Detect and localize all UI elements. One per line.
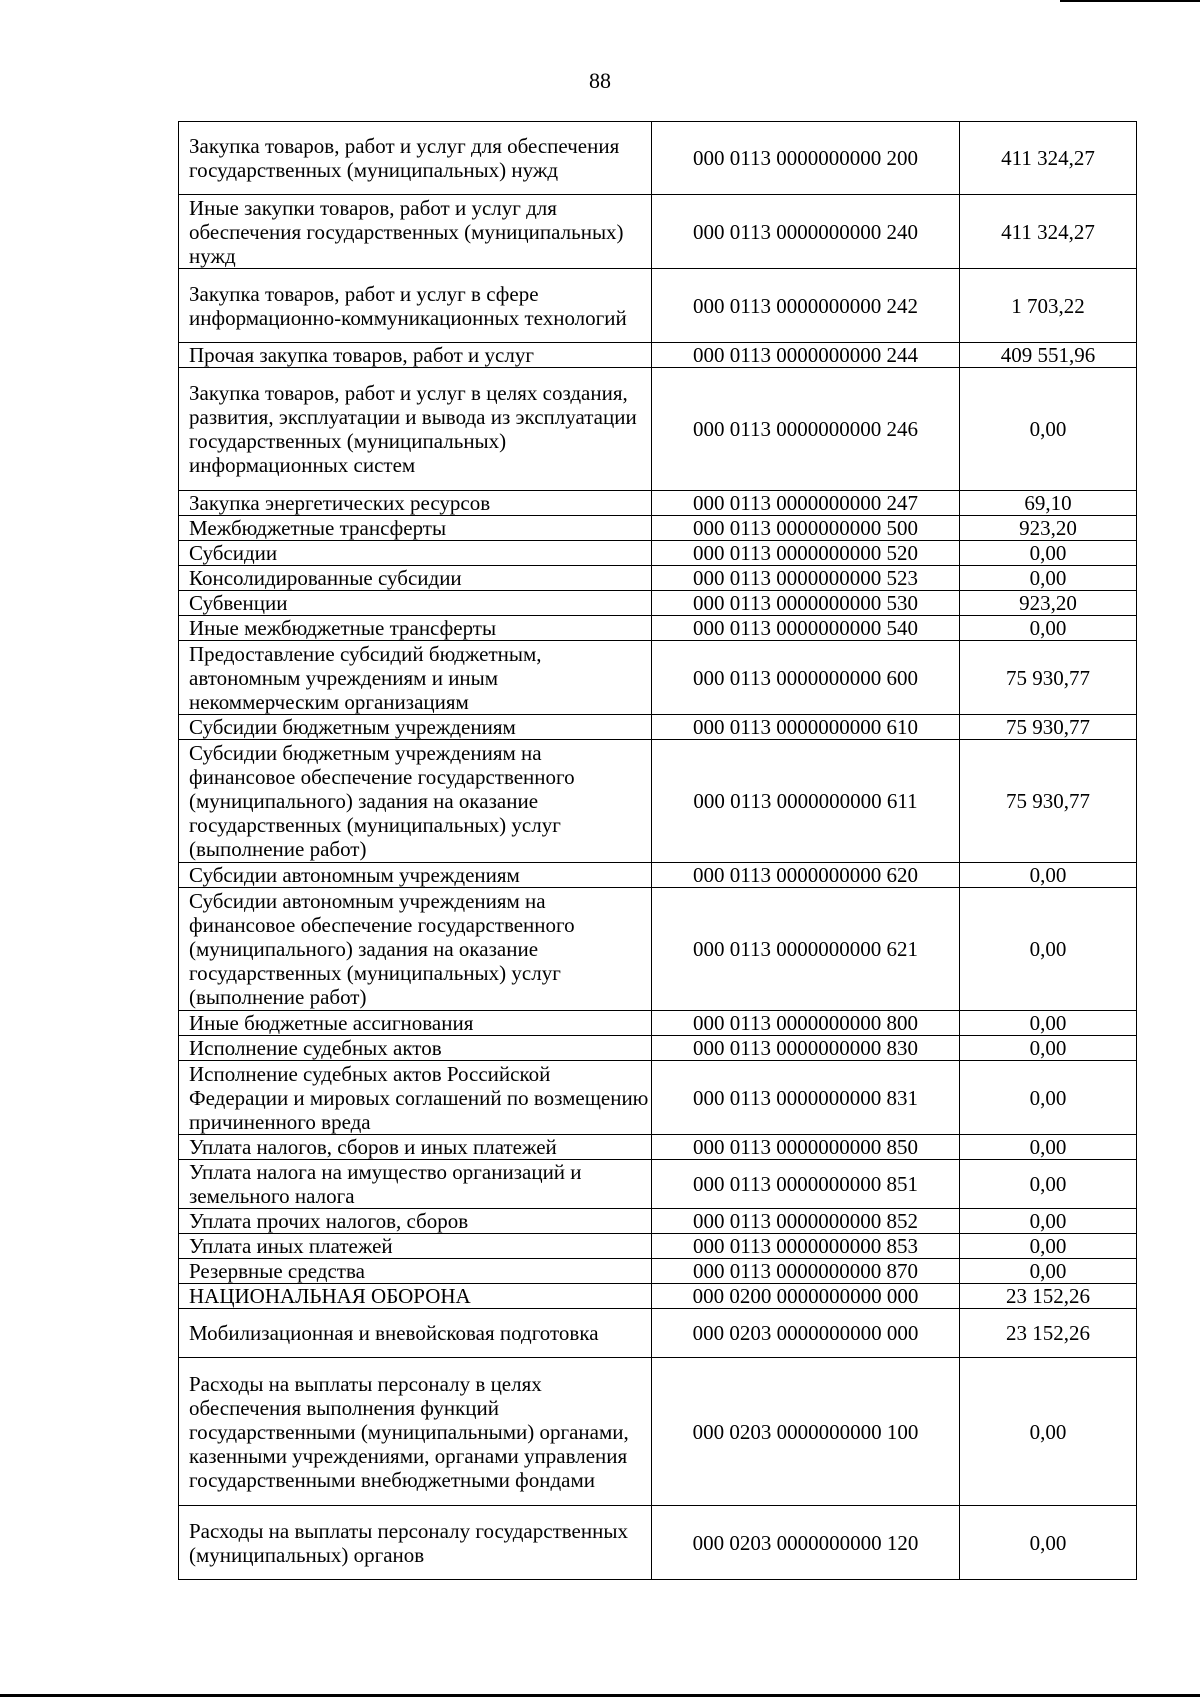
row-amount: 0,00	[960, 616, 1137, 641]
budget-table	[178, 121, 1137, 1580]
table-row	[179, 491, 1137, 516]
row-name: Исполнение судебных актов	[179, 1036, 652, 1061]
table-row	[179, 1011, 1137, 1036]
row-code: 000 0113 0000000000 852	[652, 1209, 960, 1234]
row-code: 000 0113 0000000000 244	[652, 343, 960, 368]
row-code: 000 0113 0000000000 611	[652, 740, 960, 863]
row-amount: 0,00	[960, 368, 1137, 491]
row-amount: 0,00	[960, 1011, 1137, 1036]
row-code: 000 0113 0000000000 620	[652, 863, 960, 888]
row-code: 000 0113 0000000000 830	[652, 1036, 960, 1061]
row-code: 000 0113 0000000000 523	[652, 566, 960, 591]
table-row	[179, 1209, 1137, 1234]
row-amount: 23 152,26	[960, 1309, 1137, 1358]
row-amount: 0,00	[960, 1135, 1137, 1160]
row-amount: 0,00	[960, 888, 1137, 1011]
row-code: 000 0113 0000000000 246	[652, 368, 960, 491]
table-row	[179, 715, 1137, 740]
table-row	[179, 195, 1137, 269]
table-row	[179, 1135, 1137, 1160]
table-row	[179, 1358, 1137, 1506]
table-row	[179, 616, 1137, 641]
row-name: Исполнение судебных актов Российской Федерации и мировых соглашений по возмещению причиненного вреда	[179, 1061, 652, 1135]
row-amount: 0,00	[960, 1209, 1137, 1234]
row-name: Иные бюджетные ассигнования	[179, 1011, 652, 1036]
row-amount: 923,20	[960, 516, 1137, 541]
row-name: Межбюджетные трансферты	[179, 516, 652, 541]
row-code: 000 0113 0000000000 200	[652, 122, 960, 195]
row-name: Закупка энергетических ресурсов	[179, 491, 652, 516]
row-code: 000 0113 0000000000 242	[652, 269, 960, 343]
row-name: Иные закупки товаров, работ и услуг для обеспечения государственных (муниципальных) нужд	[179, 195, 652, 269]
row-code: 000 0113 0000000000 240	[652, 195, 960, 269]
row-amount: 0,00	[960, 566, 1137, 591]
table-row	[179, 1061, 1137, 1135]
row-code: 000 0113 0000000000 610	[652, 715, 960, 740]
row-amount: 0,00	[960, 1234, 1137, 1259]
row-name: Закупка товаров, работ и услуг в целях создания, развития, эксплуатации и вывода из эксплуатации государственных (муниципальных) информационных систем	[179, 368, 652, 491]
row-name: Уплата налога на имущество организаций и земельного налога	[179, 1160, 652, 1209]
row-amount: 75 930,77	[960, 715, 1137, 740]
row-amount: 0,00	[960, 863, 1137, 888]
row-code: 000 0113 0000000000 600	[652, 641, 960, 715]
table-row	[179, 122, 1137, 195]
table-row	[179, 863, 1137, 888]
scan-edge-top	[1060, 0, 1200, 2]
table-row	[179, 566, 1137, 591]
row-amount: 69,10	[960, 491, 1137, 516]
table-row	[179, 888, 1137, 1011]
table-row	[179, 343, 1137, 368]
row-amount: 0,00	[960, 541, 1137, 566]
row-code: 000 0113 0000000000 500	[652, 516, 960, 541]
row-name: Иные межбюджетные трансферты	[179, 616, 652, 641]
row-name: Мобилизационная и вневойсковая подготовка	[179, 1309, 652, 1358]
row-amount: 75 930,77	[960, 740, 1137, 863]
row-name: Предоставление субсидий бюджетным, автономным учреждениям и иным некоммерческим организациям	[179, 641, 652, 715]
row-name: НАЦИОНАЛЬНАЯ ОБОРОНА	[179, 1284, 652, 1309]
row-amount: 0,00	[960, 1036, 1137, 1061]
row-amount: 411 324,27	[960, 122, 1137, 195]
row-code: 000 0113 0000000000 800	[652, 1011, 960, 1036]
table-row	[179, 1309, 1137, 1358]
row-amount: 0,00	[960, 1506, 1137, 1580]
row-amount: 923,20	[960, 591, 1137, 616]
row-name: Субсидии бюджетным учреждениям	[179, 715, 652, 740]
row-amount: 0,00	[960, 1259, 1137, 1284]
row-amount: 411 324,27	[960, 195, 1137, 269]
row-code: 000 0113 0000000000 621	[652, 888, 960, 1011]
row-code: 000 0200 0000000000 000	[652, 1284, 960, 1309]
table-row	[179, 1284, 1137, 1309]
row-code: 000 0113 0000000000 530	[652, 591, 960, 616]
row-amount: 0,00	[960, 1160, 1137, 1209]
row-code: 000 0113 0000000000 853	[652, 1234, 960, 1259]
row-amount: 75 930,77	[960, 641, 1137, 715]
table-row	[179, 541, 1137, 566]
row-code: 000 0113 0000000000 851	[652, 1160, 960, 1209]
table-row	[179, 1036, 1137, 1061]
row-name: Резервные средства	[179, 1259, 652, 1284]
row-code: 000 0113 0000000000 870	[652, 1259, 960, 1284]
row-name: Уплата иных платежей	[179, 1234, 652, 1259]
row-name: Субсидии	[179, 541, 652, 566]
row-name: Уплата прочих налогов, сборов	[179, 1209, 652, 1234]
row-amount: 23 152,26	[960, 1284, 1137, 1309]
table-row	[179, 368, 1137, 491]
row-name: Субсидии автономным учреждениям	[179, 863, 652, 888]
row-name: Консолидированные субсидии	[179, 566, 652, 591]
row-name: Субвенции	[179, 591, 652, 616]
table-row	[179, 516, 1137, 541]
row-code: 000 0203 0000000000 000	[652, 1309, 960, 1358]
row-amount: 0,00	[960, 1358, 1137, 1506]
row-name: Расходы на выплаты персоналу государственных (муниципальных) органов	[179, 1506, 652, 1580]
row-amount: 0,00	[960, 1061, 1137, 1135]
row-name: Прочая закупка товаров, работ и услуг	[179, 343, 652, 368]
row-code: 000 0113 0000000000 247	[652, 491, 960, 516]
table-row	[179, 641, 1137, 715]
row-name: Субсидии автономным учреждениям на финансовое обеспечение государственного (муниципального) задания на оказание государственных (муниципальных) услуг (выполнение работ)	[179, 888, 652, 1011]
row-code: 000 0203 0000000000 100	[652, 1358, 960, 1506]
row-code: 000 0113 0000000000 540	[652, 616, 960, 641]
row-name: Расходы на выплаты персоналу в целях обеспечения выполнения функций государственными (муниципальными) органами, казенными учреждениями, органами управления государственными внебюджетными фондами	[179, 1358, 652, 1506]
table-row	[179, 1234, 1137, 1259]
row-name: Закупка товаров, работ и услуг в сфере информационно-коммуникационных технологий	[179, 269, 652, 343]
row-code: 000 0113 0000000000 850	[652, 1135, 960, 1160]
row-code: 000 0203 0000000000 120	[652, 1506, 960, 1580]
table-row	[179, 1160, 1137, 1209]
table-row	[179, 269, 1137, 343]
page-number: 88	[589, 68, 611, 93]
row-amount: 409 551,96	[960, 343, 1137, 368]
table-row	[179, 1506, 1137, 1580]
row-code: 000 0113 0000000000 520	[652, 541, 960, 566]
table-row	[179, 591, 1137, 616]
row-name: Закупка товаров, работ и услуг для обеспечения государственных (муниципальных) нужд	[179, 122, 652, 195]
table-row	[179, 740, 1137, 863]
row-code: 000 0113 0000000000 831	[652, 1061, 960, 1135]
row-amount: 1 703,22	[960, 269, 1137, 343]
row-name: Субсидии бюджетным учреждениям на финансовое обеспечение государственного (муниципального) задания на оказание государственных (муниципальных) услуг (выполнение работ)	[179, 740, 652, 863]
row-name: Уплата налогов, сборов и иных платежей	[179, 1135, 652, 1160]
table-row	[179, 1259, 1137, 1284]
